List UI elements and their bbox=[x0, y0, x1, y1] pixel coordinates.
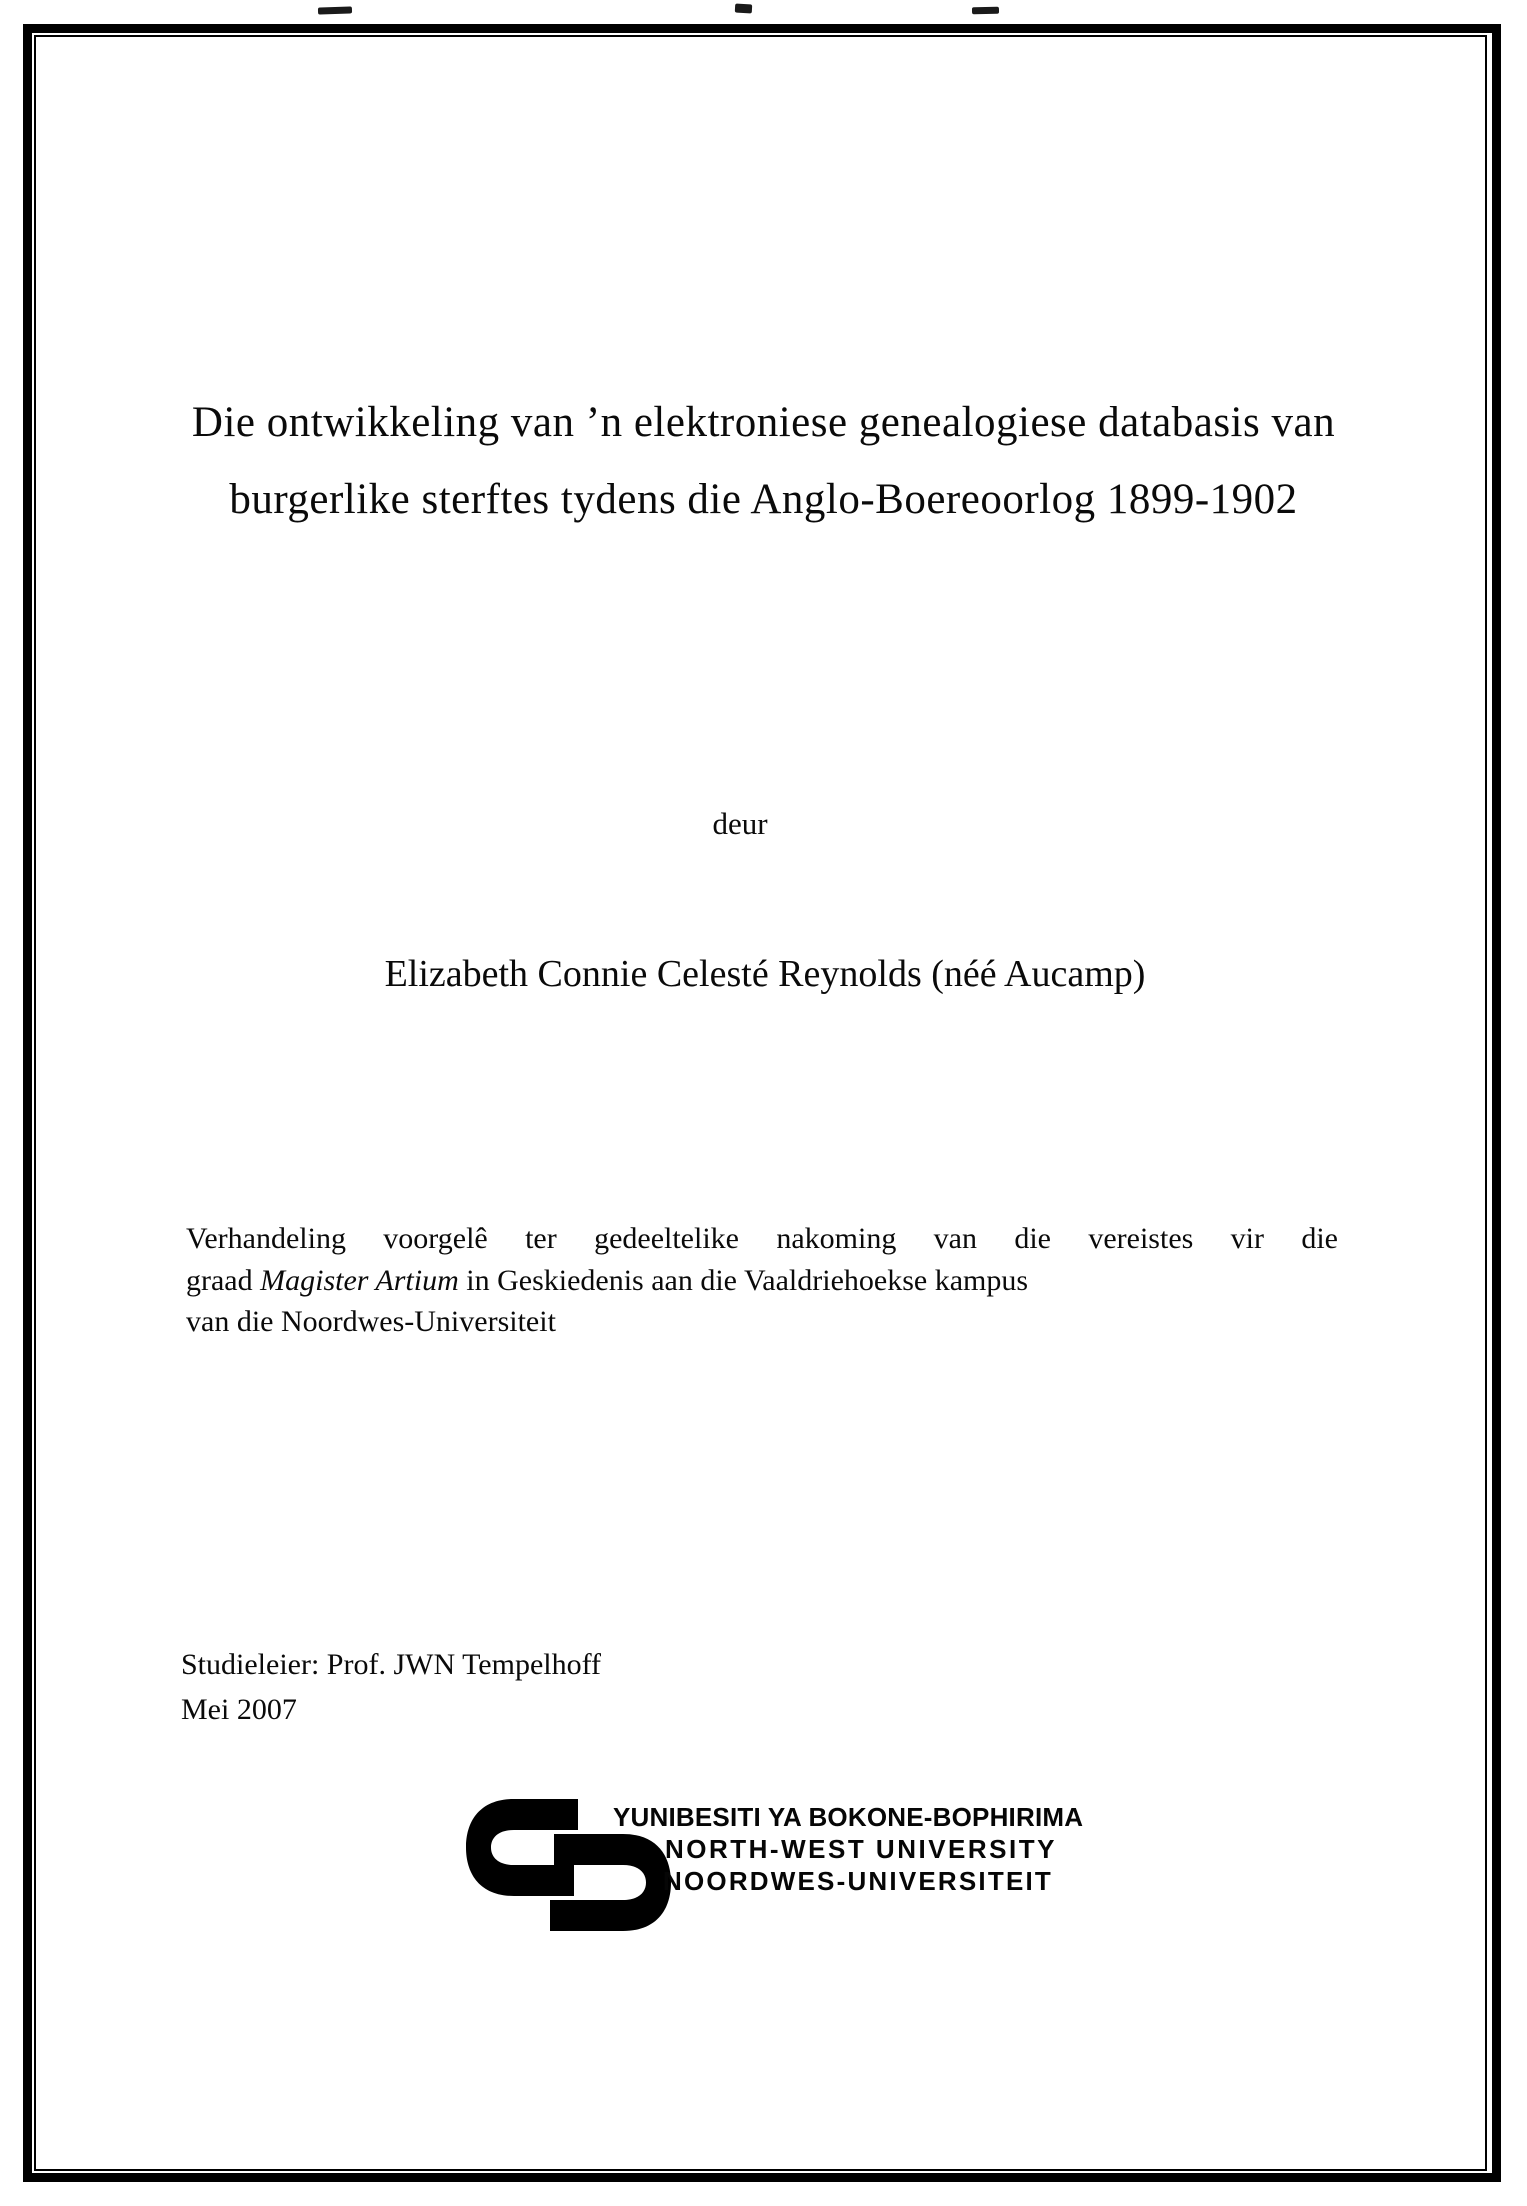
nwu-logo-text-setswana: YUNIBESITI YA BOKONE-BOPHIRIMA bbox=[613, 1802, 1084, 1832]
byline-deur: deur bbox=[712, 806, 768, 841]
thesis-title bbox=[0, 384, 1527, 538]
scan-artifact bbox=[735, 4, 752, 14]
supervisor-line: Studieleier: Prof. JWN Tempelhoff bbox=[181, 1648, 602, 1681]
scan-artifact bbox=[318, 6, 352, 14]
nwu-logo-text-afrikaans: NOORDWES-UNIVERSITEIT bbox=[663, 1866, 1053, 1896]
degree-statement bbox=[186, 1218, 1338, 1343]
thesis-title-line1: Die ontwikkeling van ’n elektroniese genealogiese databasis van bbox=[191, 399, 1336, 446]
degree-statement-line2 bbox=[186, 1260, 1338, 1302]
degree-statement-line2-post: in Geskiedenis aan die Vaaldriehoekse kampus bbox=[458, 1263, 1029, 1297]
degree-statement-line3: van die Noordwes-Universiteit bbox=[186, 1305, 556, 1338]
date-line: Mei 2007 bbox=[181, 1693, 297, 1726]
scan-artifact bbox=[972, 7, 999, 14]
thesis-title-line2: burgerlike sterftes tydens die Anglo-Boereoorlog 1899-1902 bbox=[229, 476, 1298, 523]
supervisor-block bbox=[181, 1642, 601, 1732]
degree-name-italic: Magister Artium bbox=[260, 1263, 459, 1297]
degree-statement-line2-pre: graad bbox=[186, 1263, 261, 1297]
author-name: Elizabeth Connie Celesté Reynolds (néé Aucamp) bbox=[384, 953, 1146, 995]
degree-statement-line1: Verhandeling voorgelê ter gedeeltelike nakoming van die vereistes vir die bbox=[186, 1222, 1338, 1255]
nwu-logo-text-english: NORTH-WEST UNIVERSITY bbox=[665, 1834, 1057, 1864]
